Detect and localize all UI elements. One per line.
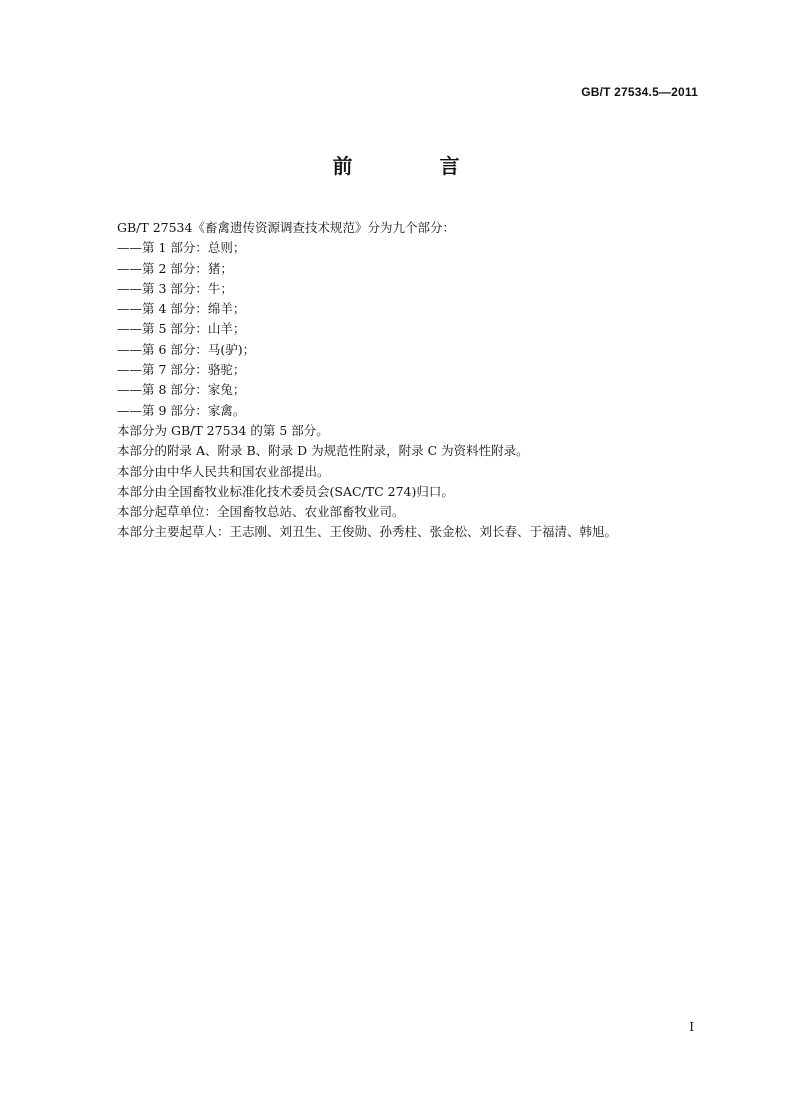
foreword-body bbox=[117, 218, 707, 543]
proposer-statement: 本部分由中华人民共和国农业部提出。 bbox=[117, 463, 330, 479]
part-list-item: ——第 2 部分：猪； bbox=[117, 260, 233, 276]
annex-statement: 本部分的附录 A、附录 B、附录 D 为规范性附录，附录 C 为资料性附录。 bbox=[117, 443, 529, 459]
committee-statement: 本部分由全国畜牧业标准化技术委员会(SAC/TC 274)归口。 bbox=[117, 483, 454, 499]
part-list-item: ——第 6 部分：马(驴)； bbox=[117, 341, 256, 357]
part-list-item: ——第 9 部分：家禽。 bbox=[117, 402, 246, 418]
part-list-item: ——第 4 部分：绵羊； bbox=[117, 301, 246, 317]
page-number: I bbox=[689, 1020, 694, 1034]
part-list-item: ——第 3 部分：牛； bbox=[117, 280, 233, 296]
part-list-item: ——第 1 部分：总则； bbox=[117, 240, 246, 256]
drafting-units-statement: 本部分起草单位：全国畜牧总站、农业部畜牧业司。 bbox=[117, 504, 405, 520]
standard-number: GB/T 27534.5—2011 bbox=[581, 85, 698, 99]
part-statement: 本部分为 GB/T 27534 的第 5 部分。 bbox=[117, 422, 329, 438]
intro-line: GB/T 27534《畜禽遗传资源调查技术规范》分为九个部分： bbox=[117, 220, 455, 235]
part-list-item: ——第 7 部分：骆驼； bbox=[117, 362, 246, 378]
part-list-item: ——第 8 部分：家兔； bbox=[117, 382, 246, 398]
part-list-item: ——第 5 部分：山羊； bbox=[117, 321, 246, 337]
drafters-statement: 本部分主要起草人：王志刚、刘丑生、王俊勋、孙秀柱、张金松、刘长春、于福清、韩旭。 bbox=[117, 524, 618, 540]
page-title: 前 言 bbox=[332, 154, 500, 178]
